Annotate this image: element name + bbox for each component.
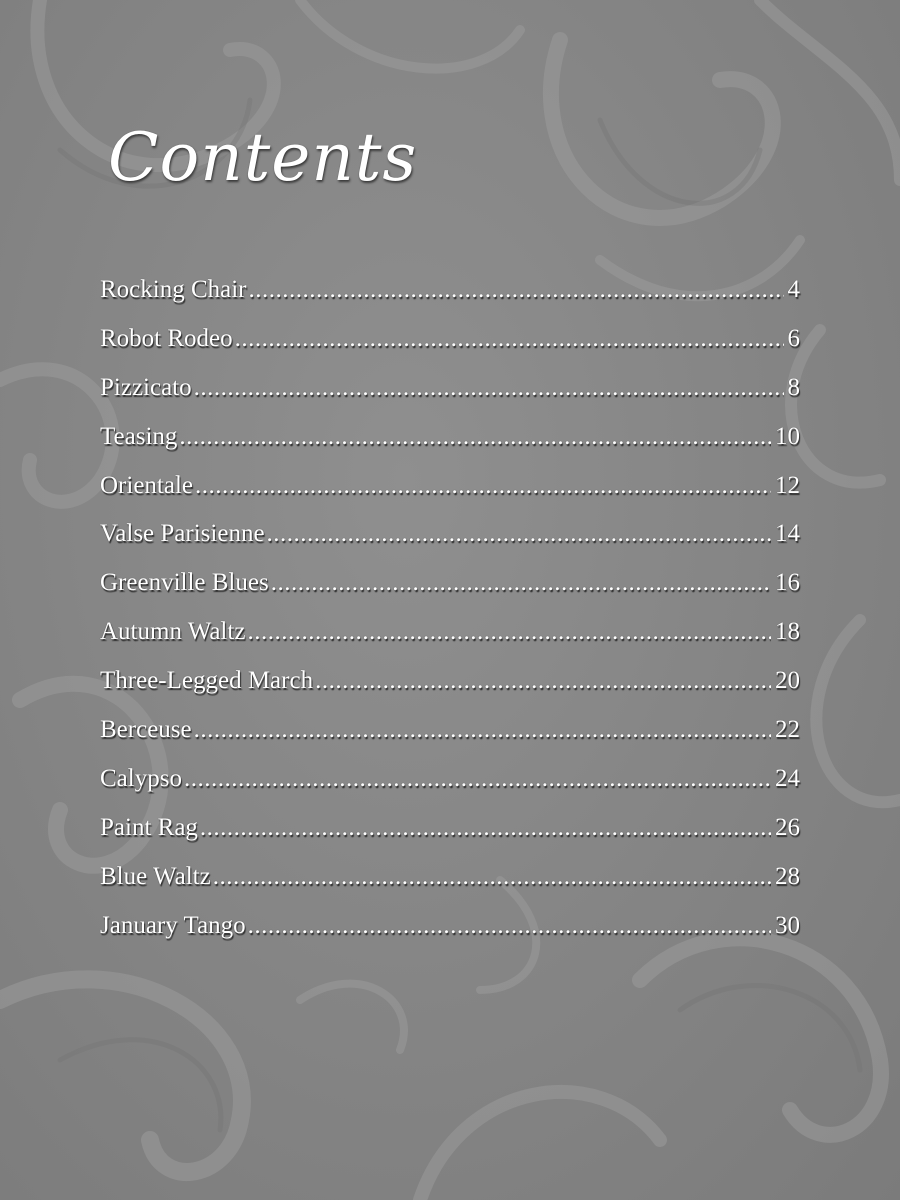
dot-leader	[200, 814, 771, 842]
toc-entry	[100, 765, 800, 814]
entry-title: Paint Rag	[100, 813, 198, 841]
page-number: 16	[775, 569, 800, 597]
entry-title: Teasing	[100, 422, 178, 450]
entry-title: Blue Waltz	[100, 862, 211, 890]
table-of-contents	[100, 276, 800, 960]
entry-title: Pizzicato	[100, 373, 192, 401]
dot-leader	[179, 423, 771, 451]
toc-entry	[100, 667, 800, 716]
dot-leader	[194, 374, 784, 402]
toc-entry	[100, 276, 800, 325]
page-number: 24	[775, 764, 800, 792]
entry-title: Rocking Chair	[100, 276, 247, 303]
toc-entry	[100, 374, 800, 423]
dot-leader	[271, 569, 771, 597]
entry-title: Orientale	[100, 471, 194, 499]
page-number: 18	[775, 618, 800, 646]
page-number: 30	[775, 911, 800, 939]
toc-entry	[100, 618, 800, 667]
page-number: 8	[787, 373, 800, 401]
dot-leader	[249, 276, 784, 304]
dot-leader	[184, 765, 771, 793]
dot-leader	[267, 520, 771, 548]
page-number: 22	[775, 716, 800, 744]
page-number: 26	[775, 813, 800, 841]
entry-title: Robot Rodeo	[100, 324, 233, 352]
dot-leader	[235, 325, 784, 353]
toc-entry	[100, 472, 800, 521]
entry-title: Berceuse	[100, 716, 192, 744]
toc-entry	[100, 520, 800, 569]
entry-title: Greenville Blues	[100, 569, 269, 597]
dot-leader	[194, 716, 771, 744]
dot-leader	[213, 863, 771, 891]
entry-title: January Tango	[100, 911, 246, 939]
page-number: 4	[787, 276, 800, 303]
page-number: 14	[775, 520, 800, 548]
dot-leader	[195, 472, 771, 500]
toc-entry	[100, 423, 800, 472]
dot-leader	[248, 912, 771, 940]
page-number: 20	[775, 667, 800, 695]
page-number: 28	[775, 862, 800, 890]
toc-entry	[100, 716, 800, 765]
page-number: 10	[775, 422, 800, 450]
page-number: 12	[775, 471, 800, 499]
toc-entry	[100, 814, 800, 863]
page-number: 6	[787, 324, 800, 352]
toc-entry	[100, 863, 800, 912]
entry-title: Valse Parisienne	[100, 520, 265, 548]
dot-leader	[247, 618, 771, 646]
entry-title: Calypso	[100, 764, 182, 792]
toc-entry	[100, 912, 800, 961]
toc-entry	[100, 325, 800, 374]
entry-title: Autumn Waltz	[100, 618, 246, 646]
page-title: Contents	[108, 119, 418, 196]
entry-title: Three-Legged March	[100, 667, 314, 695]
dot-leader	[315, 667, 771, 695]
toc-entry	[100, 569, 800, 618]
